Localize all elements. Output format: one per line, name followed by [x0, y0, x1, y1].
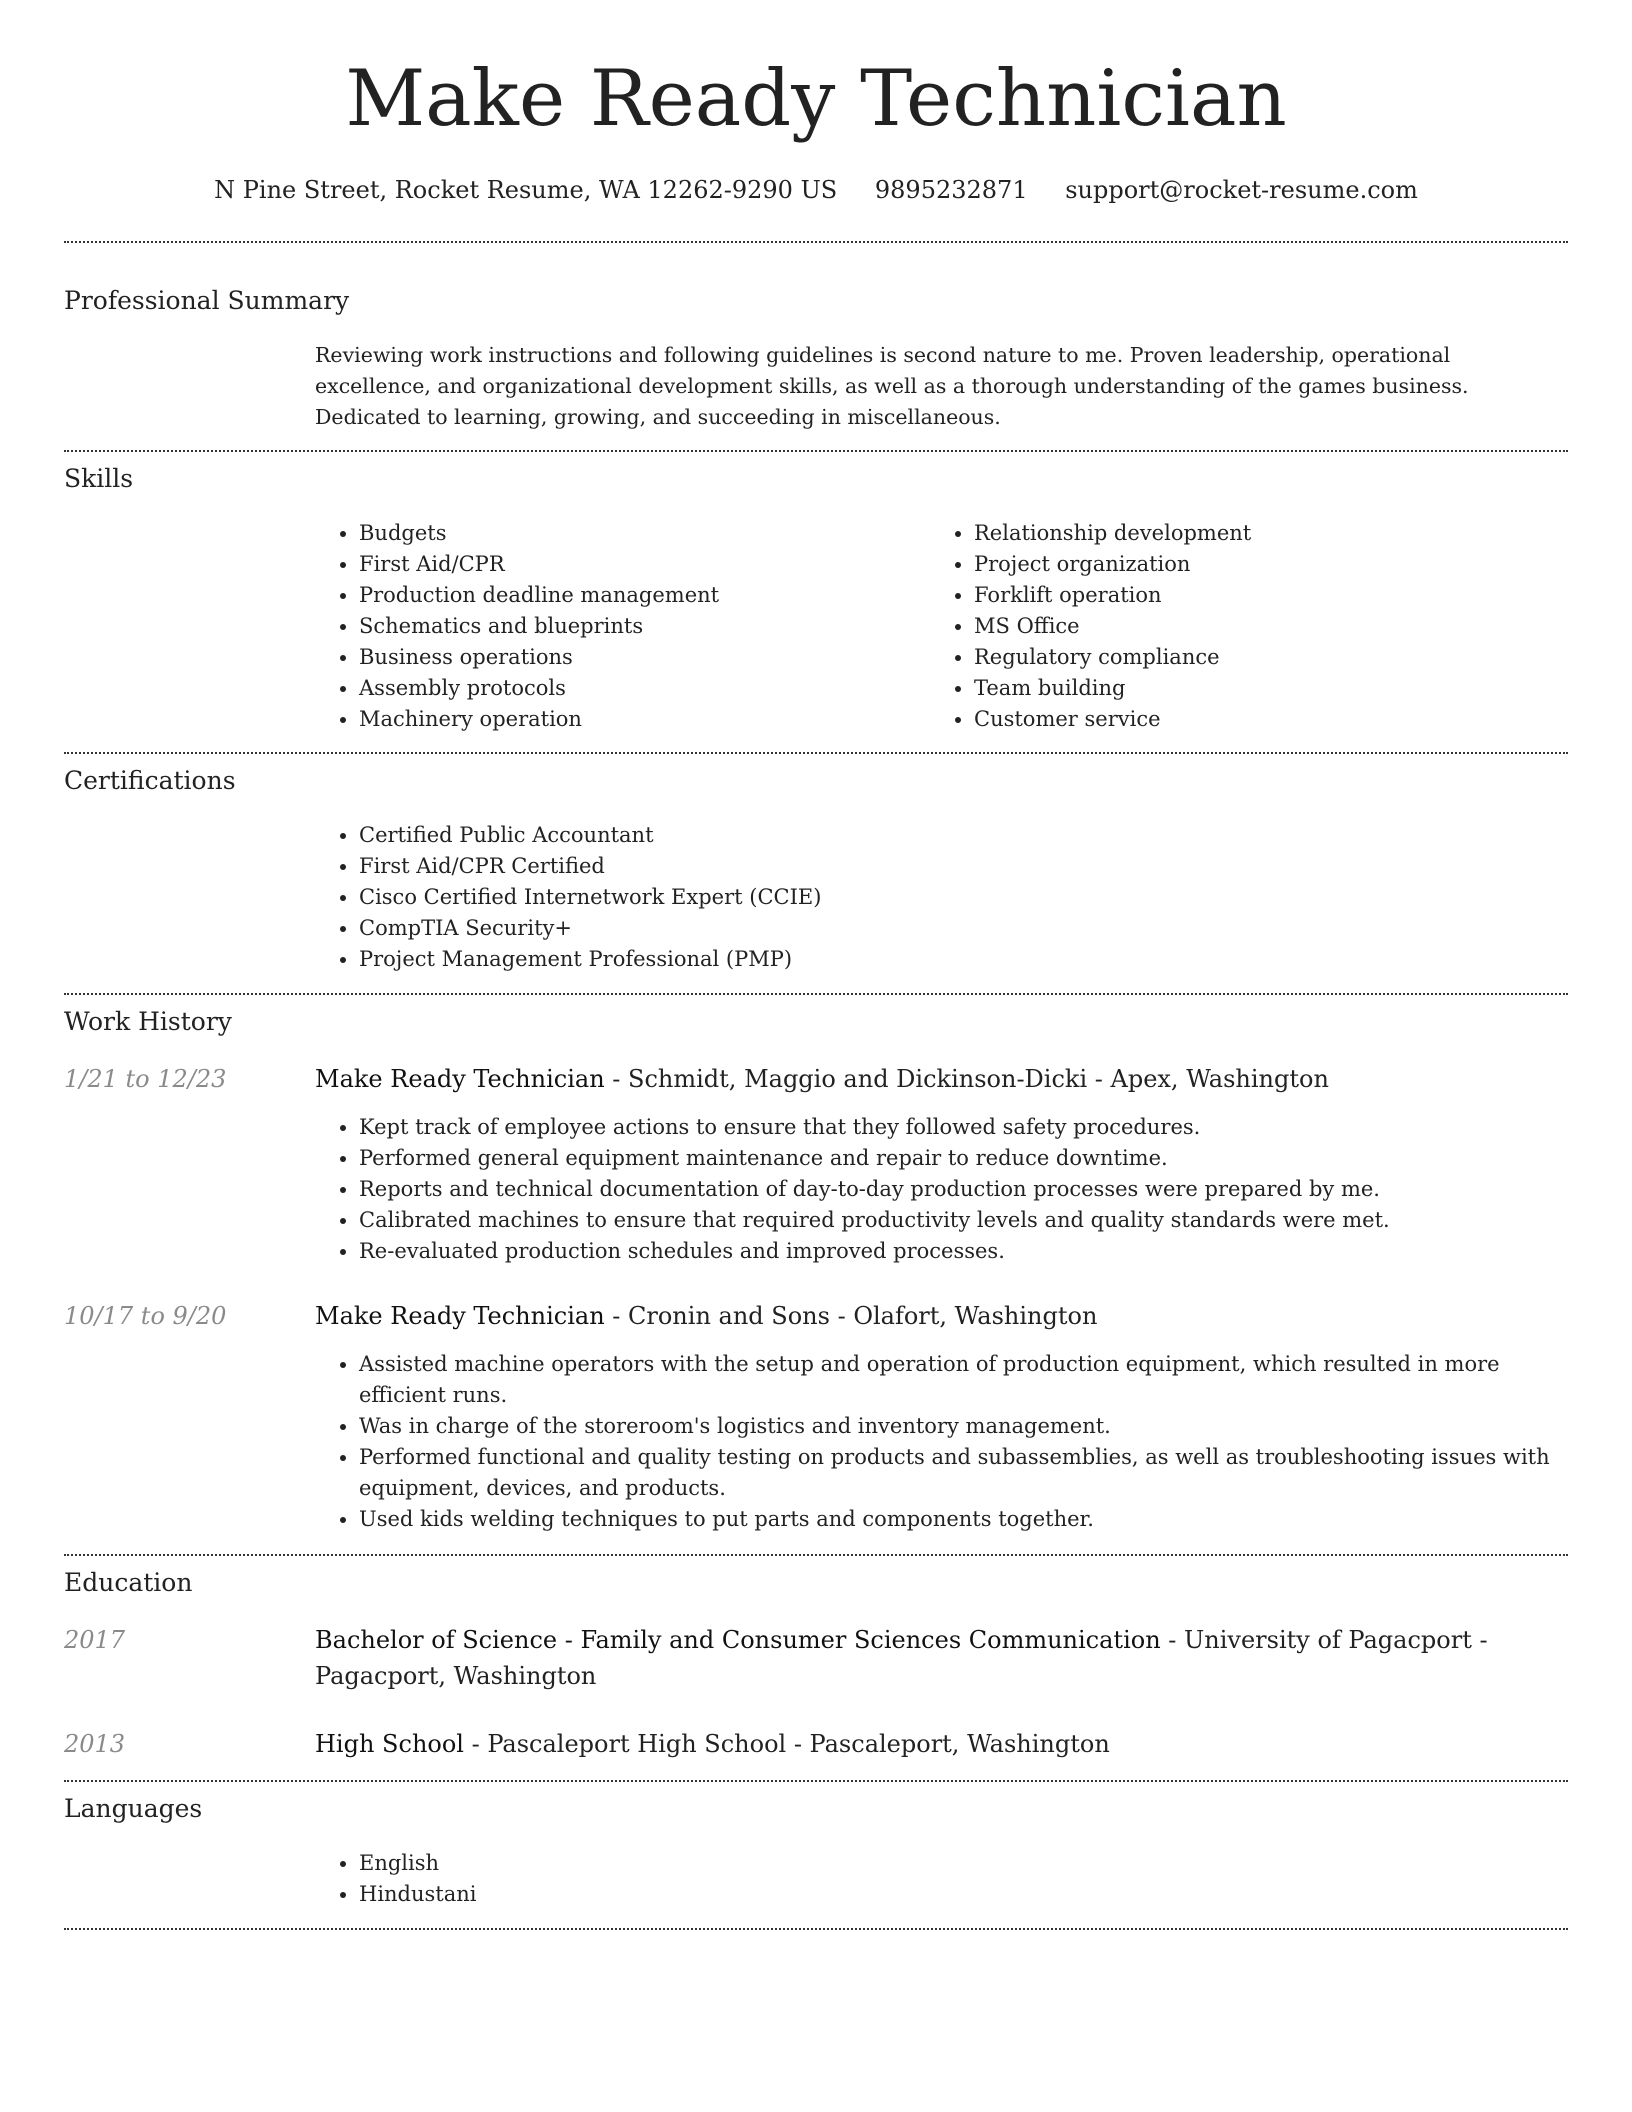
list-item: • Re-evaluated production schedules and improved processes. — [359, 1236, 1565, 1267]
list-item: • Was in charge of the storeroom's logistics and inventory management. — [359, 1411, 1565, 1442]
list-item: • Relationship development — [974, 518, 1574, 549]
list-item: • Reports and technical documentation of day-to-day production processes were prepared by me. — [359, 1174, 1565, 1205]
list-item: • Performed general equipment maintenance and repair to reduce downtime. — [359, 1143, 1565, 1174]
list-item: • Project organization — [974, 549, 1574, 580]
job-dates: 1/21 to 12/23 — [64, 1065, 227, 1093]
list-item: • Schematics and blueprints — [359, 611, 929, 642]
section-title-summary: Professional Summary — [64, 286, 350, 315]
section-title-work-history: Work History — [64, 1007, 232, 1036]
list-item: • Customer service — [974, 704, 1574, 735]
list-item: • Performed functional and quality testing on products and subassemblies, as well as troubleshooting issues with equipment, devices, and products. — [359, 1442, 1565, 1504]
contact-address: N Pine Street, Rocket Resume, WA 12262-9290 US — [214, 176, 838, 204]
section-divider — [64, 1928, 1568, 1930]
list-item: • Budgets — [359, 518, 929, 549]
job-bullets — [315, 1112, 1565, 1267]
summary-text: Reviewing work instructions and following guidelines is second nature to me. Proven leadership, operational excellence, and organizational development skills, as well as a thorough understanding of the games business. Dedicated to learning, growing, and succeeding in miscellaneous. — [315, 343, 1469, 429]
job-heading — [315, 1061, 1565, 1097]
list-item: • Used kids welding techniques to put parts and components together. — [359, 1504, 1565, 1535]
section-title-certifications: Certifications — [64, 766, 236, 795]
list-item: • First Aid/CPR — [359, 549, 929, 580]
list-item: • Regulatory compliance — [974, 642, 1574, 673]
list-item: • Cisco Certified Internetwork Expert (CCIE) — [359, 882, 1559, 913]
section-title-languages: Languages — [64, 1794, 203, 1823]
list-item: • CompTIA Security+ — [359, 913, 1559, 944]
education-year: 2013 — [64, 1730, 126, 1758]
job-title: Make Ready Technician — [315, 1065, 605, 1093]
list-item: • Assembly protocols — [359, 673, 929, 704]
section-divider — [64, 450, 1568, 452]
section-divider — [64, 993, 1568, 995]
list-item: • Assisted machine operators with the setup and operation of production equipment, which resulted in more efficient runs. — [359, 1349, 1565, 1411]
education-school: - Pascaleport High School - Pascaleport, Washington — [463, 1730, 1110, 1758]
contact-line — [64, 170, 1568, 210]
section-divider — [64, 241, 1568, 243]
list-item: • Machinery operation — [359, 704, 929, 735]
job-title: Make Ready Technician — [315, 1302, 605, 1330]
list-item: • Hindustani — [359, 1879, 1559, 1910]
list-item: • Certified Public Accountant — [359, 820, 1559, 851]
list-item: • First Aid/CPR Certified — [359, 851, 1559, 882]
section-title-education: Education — [64, 1568, 193, 1597]
section-divider — [64, 1780, 1568, 1782]
education-year: 2017 — [64, 1626, 126, 1654]
list-item: • Production deadline management — [359, 580, 929, 611]
job-dates: 10/17 to 9/20 — [64, 1302, 227, 1330]
languages-list — [315, 1848, 1559, 1910]
resume-name: Make Ready Technician — [345, 54, 1287, 144]
list-item: • Team building — [974, 673, 1574, 704]
job-employer: - Schmidt, Maggio and Dickinson-Dicki - Apex, Washington — [604, 1065, 1329, 1093]
section-divider — [64, 752, 1568, 754]
list-item: • MS Office — [974, 611, 1574, 642]
contact-email: support@rocket-resume.com — [1065, 176, 1418, 204]
list-item: • Business operations — [359, 642, 929, 673]
job-employer: - Cronin and Sons - Olafort, Washington — [604, 1302, 1098, 1330]
skills-list-right — [930, 518, 1574, 735]
education-school: - University of Pagacport - Pagacport, Washington — [315, 1626, 1488, 1690]
list-item: • English — [359, 1848, 1559, 1879]
list-item: • Calibrated machines to ensure that required productivity levels and quality standards were met. — [359, 1205, 1565, 1236]
education-degree: High School — [315, 1730, 464, 1758]
section-title-skills: Skills — [64, 464, 134, 493]
list-item: • Kept track of employee actions to ensure that they followed safety procedures. — [359, 1112, 1565, 1143]
list-item: • Forklift operation — [974, 580, 1574, 611]
education-heading — [315, 1726, 1565, 1762]
section-divider — [64, 1554, 1568, 1556]
job-heading — [315, 1298, 1565, 1334]
list-item: • Project Management Professional (PMP) — [359, 944, 1559, 975]
skills-list-left — [315, 518, 929, 735]
contact-phone: 9895232871 — [874, 176, 1028, 204]
certifications-list — [315, 820, 1559, 975]
education-degree: Bachelor of Science - Family and Consumer Sciences Communication — [315, 1626, 1161, 1654]
education-heading — [315, 1622, 1565, 1694]
job-bullets — [315, 1349, 1565, 1535]
